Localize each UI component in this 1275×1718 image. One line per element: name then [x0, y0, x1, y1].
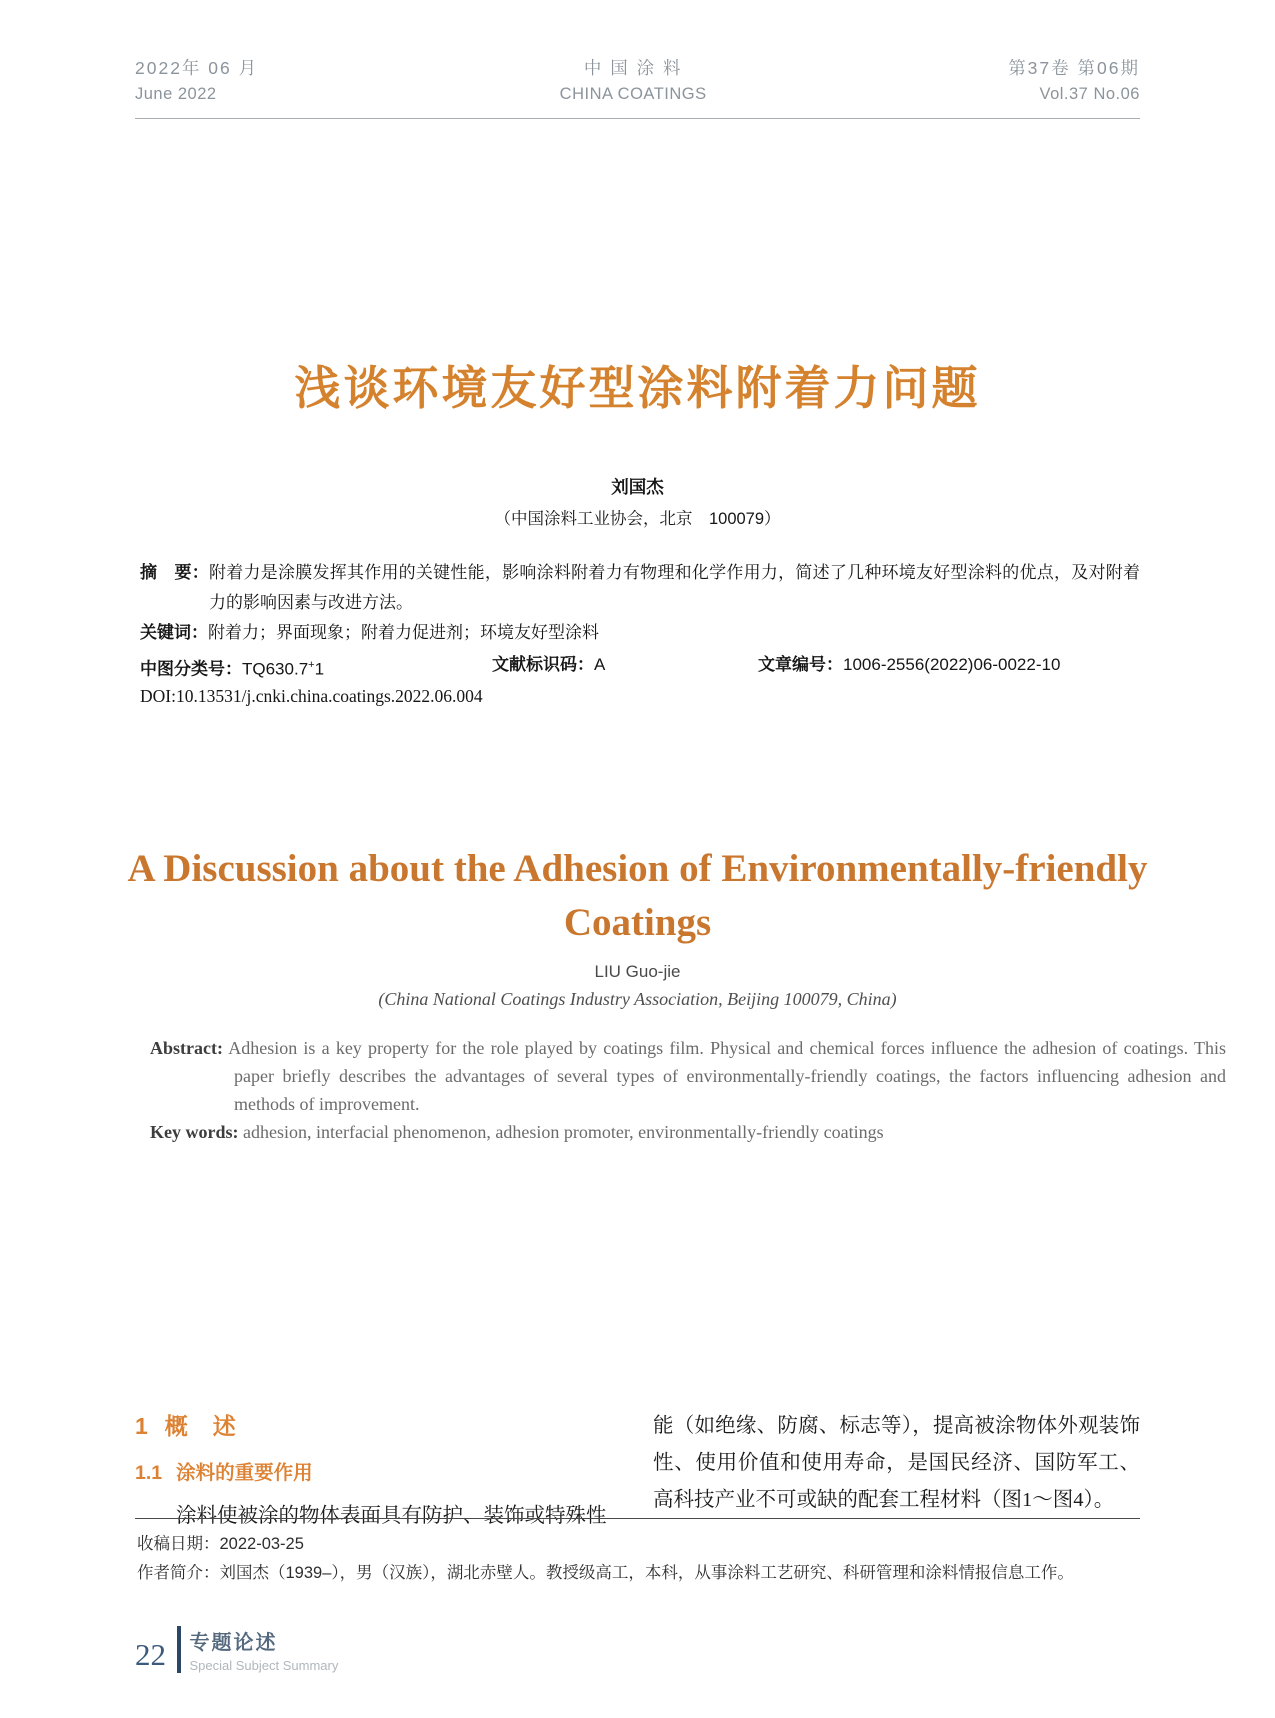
- abstract-cn-text: 附着力是涂膜发挥其作用的关键性能，影响涂料附着力有物理和化学作用力，简述了几种环境友好型涂料的优点，及对附着力的影响因素与改进方法。: [208, 563, 1140, 612]
- article-id-label: 文章编号：: [758, 655, 843, 674]
- clc-base: TQ630.7: [242, 659, 309, 679]
- footer-column-cn: 专题论述: [189, 1632, 278, 1654]
- right-column-paragraph: 能（如绝缘、防腐、标志等），提高被涂物体外观装饰性、使用价值和使用寿命，是国民经济、国防军工、高科技产业不可或缺的配套工程材料（图1～图4）。: [653, 1415, 1140, 1511]
- clc-tail: 1: [314, 659, 325, 679]
- footer-column-name: [181, 1626, 339, 1673]
- article-title-en: [0, 842, 1275, 950]
- body-section: [135, 1406, 1140, 1535]
- keywords-en-label: Key words:: [150, 1122, 239, 1142]
- received-date-value: 2022-03-25: [219, 1535, 304, 1553]
- header-journal-cn: 中 国 涂 料: [583, 58, 683, 78]
- classification-row: [140, 650, 1140, 680]
- section-1-1-title: 涂料的重要作用: [176, 1462, 313, 1484]
- footnote-divider: [135, 1518, 1140, 1519]
- page-header: [135, 55, 1140, 104]
- section-1-number: 1: [135, 1413, 149, 1439]
- article-meta-cn: [140, 558, 1140, 711]
- author-bio-label: 作者简介：: [137, 1563, 220, 1582]
- author-name-cn: 刘国杰: [611, 477, 664, 497]
- clc-number: [140, 650, 324, 685]
- abstract-cn: [140, 558, 1140, 618]
- affiliation-en: (China National Coatings Industry Association, Beijing 100079, China): [378, 989, 897, 1009]
- article-id: [758, 650, 1060, 680]
- document-code: [492, 650, 605, 680]
- received-date-label: 收稿日期：: [137, 1535, 220, 1553]
- header-journal-name: [560, 55, 707, 104]
- document-code-label: 文献标识码：: [492, 655, 594, 674]
- header-journal-en: CHINA COATINGS: [559, 85, 707, 103]
- article-title-en-line1: A Discussion about the Adhesion of Environmentally-friendly: [127, 847, 1148, 890]
- abstract-en-text: Adhesion is a key property for the role played by coatings film. Physical and chemical forces influence the adhesion of coatings. This paper briefly describes the advantages of several types of environmentally-friendly coatings, the factors influencing adhesion and methods of improvement.: [228, 1038, 1226, 1114]
- header-issue-cn: 第37卷 第06期: [1008, 58, 1140, 78]
- doi: DOI:10.13531/j.cnki.china.coatings.2022.06.004: [140, 686, 483, 706]
- author-name-en: LIU Guo-jie: [594, 962, 681, 981]
- keywords-cn-label: 关键词：: [140, 623, 208, 642]
- section-1-title: 概 述: [164, 1413, 237, 1439]
- keywords-en-text: adhesion, interfacial phenomenon, adhesion promoter, environmentally-friendly coatings: [243, 1122, 884, 1142]
- footer-column-en: Special Subject Summary: [189, 1658, 339, 1673]
- clc-label: 中图分类号：: [140, 659, 242, 679]
- document-code-value: A: [594, 655, 606, 674]
- clc-superscript: +: [308, 659, 315, 671]
- keywords-en: [150, 1118, 1226, 1146]
- article-title-en-line2: Coatings: [563, 901, 712, 944]
- header-issue-en: Vol.37 No.06: [1039, 85, 1140, 103]
- footnote: [137, 1530, 1140, 1587]
- header-divider: [135, 118, 1140, 119]
- author-bio-line: [137, 1559, 1140, 1588]
- section-heading-1: [135, 1408, 622, 1441]
- header-date-cn: 2022年 06 月: [135, 58, 259, 78]
- page-footer: [135, 1626, 338, 1673]
- right-column: [653, 1406, 1140, 1535]
- abstract-en-label: Abstract:: [150, 1038, 223, 1058]
- article-id-value: 1006-2556(2022)06-0022-10: [843, 655, 1061, 674]
- header-volume-issue: [1008, 55, 1140, 104]
- header-date-en: June 2022: [135, 85, 217, 103]
- abstract-cn-label: 摘 要：: [140, 563, 209, 582]
- section-heading-1-1: [135, 1457, 622, 1485]
- abstract-en: [150, 1034, 1226, 1118]
- author-bio-text: 刘国杰（1939–），男（汉族），湖北赤壁人。教授级高工，本科，从事涂料工艺研究、科研管理和涂料情报信息工作。: [219, 1563, 1074, 1582]
- keywords-cn-text: 附着力；界面现象；附着力促进剂；环境友好型涂料: [208, 623, 599, 642]
- page-number: 22: [135, 1637, 166, 1672]
- header-issue-date: [135, 55, 258, 104]
- affiliation-cn: （中国涂料工业协会，北京 100079）: [494, 510, 781, 528]
- received-date-line: [137, 1530, 1140, 1559]
- article-title-cn: 浅谈环境友好型涂料附着力问题: [294, 362, 981, 414]
- section-1-1-number: 1.1: [135, 1462, 163, 1484]
- left-column-paragraph: 涂料使被涂的物体表面具有防护、装饰或特殊性: [176, 1505, 607, 1527]
- keywords-cn: [140, 618, 1140, 648]
- left-column: [135, 1406, 622, 1535]
